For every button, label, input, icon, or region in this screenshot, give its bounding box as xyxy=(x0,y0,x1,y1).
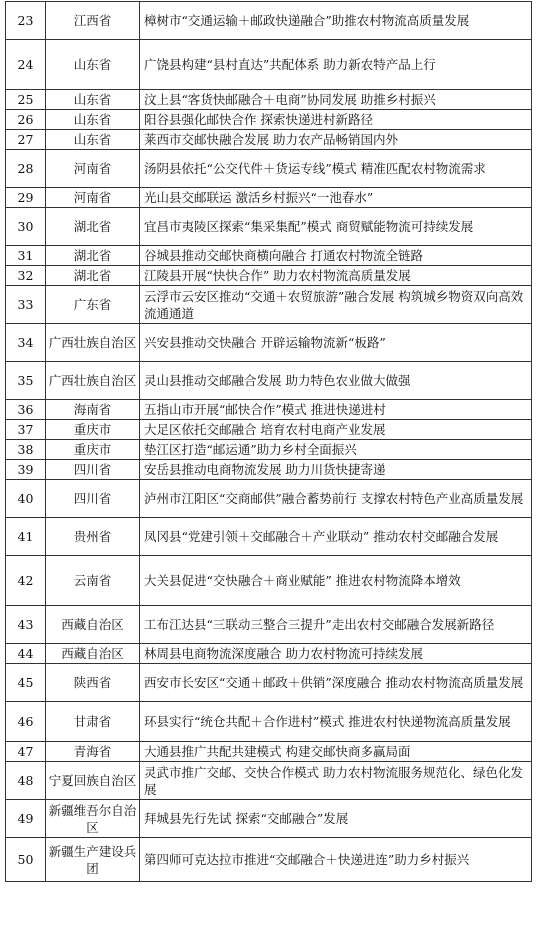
table-row xyxy=(6,246,532,266)
row-number: 36 xyxy=(6,400,46,420)
table-row xyxy=(6,324,532,362)
row-number: 27 xyxy=(6,130,46,150)
row-number: 26 xyxy=(6,110,46,130)
row-title: 谷城县推动交邮快商横向融合 打通农村物流全链路 xyxy=(140,246,532,266)
table-row xyxy=(6,556,532,606)
table-row xyxy=(6,110,532,130)
row-title: 广饶县构建“县村直达”共配体系 助力新农特产品上行 xyxy=(140,40,532,90)
row-number: 48 xyxy=(6,762,46,800)
row-province: 海南省 xyxy=(46,400,140,420)
row-title: 西安市长安区“交通＋邮政＋供销”深度融合 推动农村物流高质量发展 xyxy=(140,664,532,702)
table-row xyxy=(6,460,532,480)
row-province: 宁夏回族自治区 xyxy=(46,762,140,800)
table-row xyxy=(6,440,532,460)
row-province: 陕西省 xyxy=(46,664,140,702)
row-title: 阳谷县强化邮快合作 探索快递进村新路径 xyxy=(140,110,532,130)
row-number: 39 xyxy=(6,460,46,480)
row-number: 33 xyxy=(6,286,46,324)
table-row xyxy=(6,286,532,324)
row-title: 大关县促进“交快融合＋商业赋能” 推进农村物流降本增效 xyxy=(140,556,532,606)
row-number: 34 xyxy=(6,324,46,362)
row-province: 重庆市 xyxy=(46,440,140,460)
table-row xyxy=(6,664,532,702)
table-row xyxy=(6,606,532,644)
table-row xyxy=(6,208,532,246)
row-number: 43 xyxy=(6,606,46,644)
row-number: 28 xyxy=(6,150,46,188)
row-number: 32 xyxy=(6,266,46,286)
row-province: 新疆生产建设兵团 xyxy=(46,838,140,882)
row-province: 河南省 xyxy=(46,188,140,208)
row-province: 云南省 xyxy=(46,556,140,606)
row-province: 四川省 xyxy=(46,460,140,480)
row-province: 新疆维吾尔自治区 xyxy=(46,800,140,838)
row-title: 环县实行“统仓共配＋合作进村”模式 推进农村快递物流高质量发展 xyxy=(140,702,532,742)
table-row xyxy=(6,702,532,742)
row-province: 河南省 xyxy=(46,150,140,188)
row-province: 贵州省 xyxy=(46,518,140,556)
table-body xyxy=(6,2,532,882)
row-province: 湖北省 xyxy=(46,246,140,266)
row-number: 29 xyxy=(6,188,46,208)
row-number: 25 xyxy=(6,90,46,110)
table-row xyxy=(6,40,532,90)
row-number: 49 xyxy=(6,800,46,838)
row-province: 山东省 xyxy=(46,130,140,150)
row-province: 西藏自治区 xyxy=(46,644,140,664)
table-row xyxy=(6,644,532,664)
table-row xyxy=(6,188,532,208)
row-number: 37 xyxy=(6,420,46,440)
row-title: 第四师可克达拉市推进“交邮融合＋快递进连”助力乡村振兴 xyxy=(140,838,532,882)
row-number: 31 xyxy=(6,246,46,266)
row-title: 莱西市交邮快融合发展 助力农产品畅销国内外 xyxy=(140,130,532,150)
row-title: 凤冈县“党建引领＋交邮融合＋产业联动” 推动农村交邮融合发展 xyxy=(140,518,532,556)
row-number: 42 xyxy=(6,556,46,606)
table-row xyxy=(6,480,532,518)
row-title: 樟树市“交通运输＋邮政快递融合”助推农村物流高质量发展 xyxy=(140,2,532,40)
table-row xyxy=(6,762,532,800)
row-title: 宜昌市夷陵区探索“集采集配”模式 商贸赋能物流可持续发展 xyxy=(140,208,532,246)
table-row xyxy=(6,742,532,762)
row-title: 拜城县先行先试 探索“交邮融合”发展 xyxy=(140,800,532,838)
row-province: 西藏自治区 xyxy=(46,606,140,644)
row-title: 泸州市江阳区“交商邮供”融合蓄势前行 支撑农村特色产业高质量发展 xyxy=(140,480,532,518)
case-list-table xyxy=(5,1,532,882)
row-province: 甘肃省 xyxy=(46,702,140,742)
row-province: 湖北省 xyxy=(46,266,140,286)
row-number: 23 xyxy=(6,2,46,40)
row-title: 林周县电商物流深度融合 助力农村物流可持续发展 xyxy=(140,644,532,664)
table-row xyxy=(6,2,532,40)
row-province: 广东省 xyxy=(46,286,140,324)
row-province: 青海省 xyxy=(46,742,140,762)
row-province: 重庆市 xyxy=(46,420,140,440)
table-row xyxy=(6,90,532,110)
row-number: 47 xyxy=(6,742,46,762)
row-province: 山东省 xyxy=(46,40,140,90)
row-number: 44 xyxy=(6,644,46,664)
table-row xyxy=(6,838,532,882)
row-province: 山东省 xyxy=(46,90,140,110)
table-row xyxy=(6,150,532,188)
row-number: 46 xyxy=(6,702,46,742)
row-title: 江陵县开展“快快合作” 助力农村物流高质量发展 xyxy=(140,266,532,286)
row-province: 四川省 xyxy=(46,480,140,518)
row-province: 江西省 xyxy=(46,2,140,40)
table-row xyxy=(6,400,532,420)
table-row xyxy=(6,362,532,400)
row-title: 云浮市云安区推动“交通＋农贸旅游”融合发展 构筑城乡物资双向高效流通通道 xyxy=(140,286,532,324)
table-row xyxy=(6,518,532,556)
row-number: 35 xyxy=(6,362,46,400)
row-number: 41 xyxy=(6,518,46,556)
row-title: 工布江达县“三联动三整合三提升”走出农村交邮融合发展新路径 xyxy=(140,606,532,644)
row-province: 湖北省 xyxy=(46,208,140,246)
row-title: 五指山市开展“邮快合作”模式 推进快递进村 xyxy=(140,400,532,420)
row-number: 45 xyxy=(6,664,46,702)
row-number: 24 xyxy=(6,40,46,90)
row-number: 50 xyxy=(6,838,46,882)
row-number: 38 xyxy=(6,440,46,460)
row-number: 40 xyxy=(6,480,46,518)
row-title: 汶上县“客货快邮融合＋电商”协同发展 助推乡村振兴 xyxy=(140,90,532,110)
row-title: 汤阴县依托“公交代件＋货运专线”模式 精准匹配农村物流需求 xyxy=(140,150,532,188)
row-title: 兴安县推动交快融合 开辟运输物流新“板路” xyxy=(140,324,532,362)
row-title: 安岳县推动电商物流发展 助力川货快捷寄递 xyxy=(140,460,532,480)
row-province: 山东省 xyxy=(46,110,140,130)
row-title: 灵山县推动交邮融合发展 助力特色农业做大做强 xyxy=(140,362,532,400)
row-province: 广西壮族自治区 xyxy=(46,362,140,400)
table-row xyxy=(6,130,532,150)
row-number: 30 xyxy=(6,208,46,246)
row-province: 广西壮族自治区 xyxy=(46,324,140,362)
row-title: 光山县交邮联运 激活乡村振兴“一池春水” xyxy=(140,188,532,208)
table-row xyxy=(6,420,532,440)
row-title: 大通县推广共配共建模式 构建交邮快商多赢局面 xyxy=(140,742,532,762)
row-title: 大足区依托交邮融合 培育农村电商产业发展 xyxy=(140,420,532,440)
row-title: 垫江区打造“邮运通”助力乡村全面振兴 xyxy=(140,440,532,460)
table-row xyxy=(6,266,532,286)
row-title: 灵武市推广交邮、交快合作模式 助力农村物流服务规范化、绿色化发展 xyxy=(140,762,532,800)
table-row xyxy=(6,800,532,838)
